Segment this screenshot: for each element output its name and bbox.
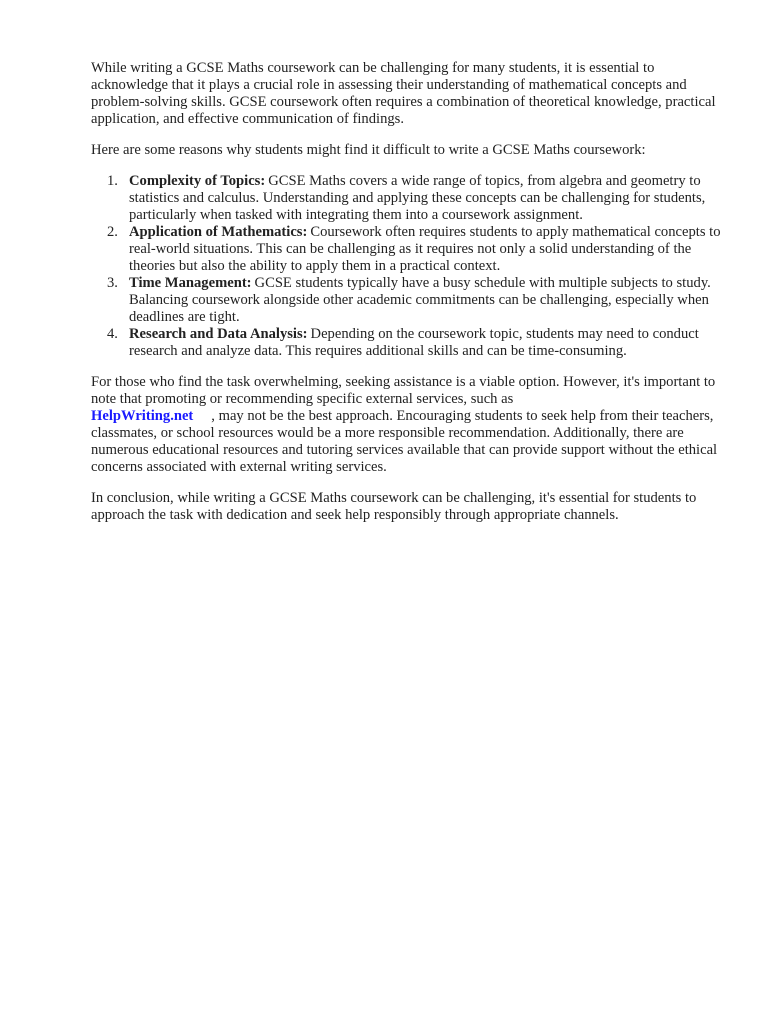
list-item-text: Depending on the coursework topic, students may need to conduct research and analyze data. This requires additional skills and can be time-consuming. (129, 326, 699, 359)
document-page (91, 60, 727, 538)
list-item (91, 224, 727, 275)
list-item-number: 2. (107, 224, 118, 240)
list-item (91, 326, 727, 360)
list-item-term: Time Management: (129, 275, 252, 291)
reasons-lead-paragraph: Here are some reasons why students might find it difficult to write a GCSE Maths coursework: (91, 142, 646, 158)
assistance-text-after-link: , may not be the best approach. Encouraging students to seek help from their teachers, classmates, or school resources would be a more responsible recommendation. Additionally, there are numerous educational resources and tutoring services available that can provide support without the ethical concerns associated with external writing services. (91, 408, 718, 475)
list-item-number: 1. (107, 173, 118, 189)
list-item-term: Research and Data Analysis: (129, 326, 308, 342)
list-item-number: 3. (107, 275, 118, 291)
list-item (91, 173, 727, 224)
reasons-list (91, 173, 727, 360)
list-item-term: Complexity of Topics: (129, 173, 266, 189)
list-item-number: 4. (107, 326, 118, 342)
list-item-text: GCSE students typically have a busy schedule with multiple subjects to study. Balancing coursework alongside other academic commitments can be challenging, especially when deadlines are tight. (129, 275, 711, 325)
list-item (91, 275, 727, 326)
list-item-text: Coursework often requires students to apply mathematical concepts to real-world situations. This can be challenging as it requires not only a solid understanding of the theories but also the ability to apply them in a practical context. (129, 224, 721, 274)
list-item-term: Application of Mathematics: (129, 224, 308, 240)
assistance-text-before-link: For those who find the task overwhelming, seeking assistance is a viable option. However, it's important to note that promoting or recommending specific external services, such as (91, 374, 716, 407)
conclusion-paragraph: In conclusion, while writing a GCSE Maths coursework can be challenging, it's essential for students to approach the task with dedication and seek help responsibly through appropriate channels. (91, 490, 697, 523)
assistance-paragraph (91, 374, 727, 476)
helpwriting-link[interactable]: HelpWriting.net (91, 408, 194, 424)
list-item-text: GCSE Maths covers a wide range of topics, from algebra and geometry to statistics and calculus. Understanding and applying these concepts can be challenging for students, particularly when tasked with integrating them into a coursework assignment. (129, 173, 706, 223)
intro-paragraph: While writing a GCSE Maths coursework can be challenging for many students, it is essential to acknowledge that it plays a crucial role in assessing their understanding of mathematical concepts and problem-solving skills. GCSE coursework often requires a combination of theoretical knowledge, practical application, and effective communication of findings. (91, 60, 716, 127)
